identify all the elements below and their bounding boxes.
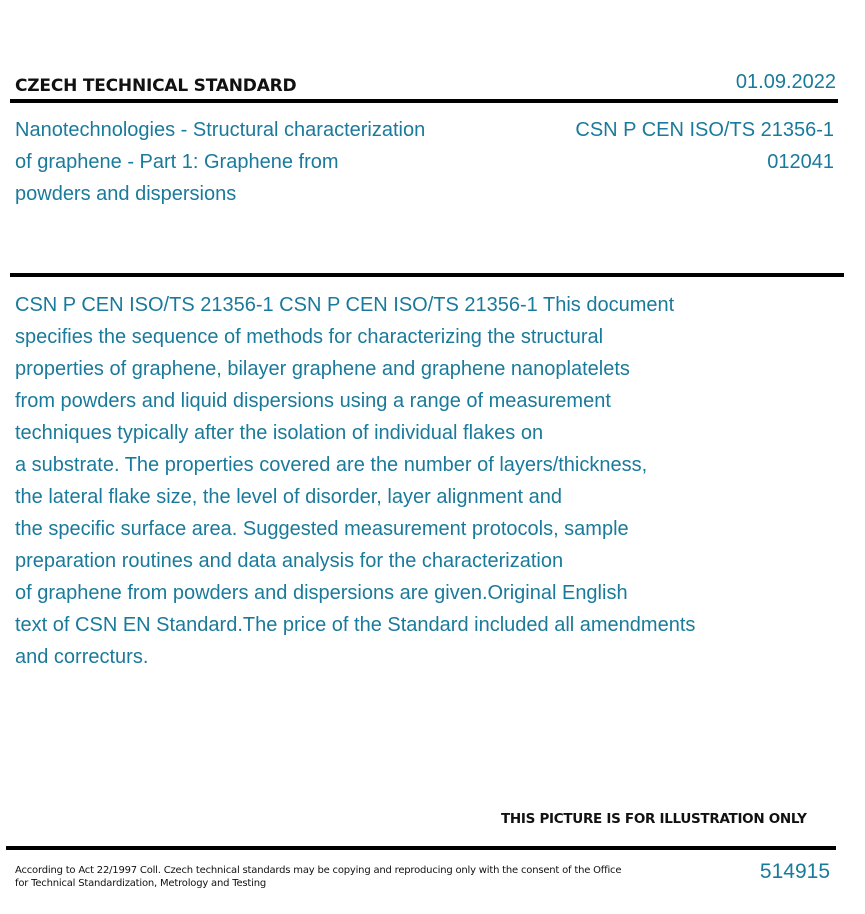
legal-notice <box>15 864 621 890</box>
abstract-line: the lateral flake size, the level of disorder, layer alignment and <box>15 486 562 508</box>
document-abstract <box>15 289 775 673</box>
document-code-block <box>575 114 834 178</box>
legal-notice-line: According to Act 22/1997 Coll. Czech technical standards may be copying and reproducing only with the consent of the Office <box>15 865 622 876</box>
abstract-line: a substrate. The properties covered are the number of layers/thickness, <box>15 454 648 476</box>
legal-notice-line: for Technical Standardization, Metrology and Testing <box>15 878 266 889</box>
document-title-line: Nanotechnologies - Structural characterization <box>15 119 426 141</box>
catalog-number: 514915 <box>759 860 830 883</box>
abstract-line: from powders and liquid dispersions using a range of measurement <box>15 390 611 412</box>
abstract-line: specifies the sequence of methods for characterizing the structural <box>15 326 604 348</box>
abstract-line: the specific surface area. Suggested measurement protocols, sample <box>15 518 629 540</box>
standard-type-heading: CZECH TECHNICAL STANDARD <box>15 76 297 96</box>
abstract-line: techniques typically after the isolation of individual flakes on <box>15 422 544 444</box>
publication-date: 01.09.2022 <box>735 71 836 93</box>
illustration-notice: THIS PICTURE IS FOR ILLUSTRATION ONLY <box>501 811 807 827</box>
document-title-line: of graphene - Part 1: Graphene from <box>15 151 339 173</box>
standard-code: CSN P CEN ISO/TS 21356-1 <box>575 119 834 141</box>
class-number: 012041 <box>767 151 834 173</box>
abstract-line: CSN P CEN ISO/TS 21356-1 CSN P CEN ISO/TS 21356-1 This document <box>15 294 675 316</box>
abstract-line: properties of graphene, bilayer graphene and graphene nanoplatelets <box>15 358 630 380</box>
abstract-line: preparation routines and data analysis for the characterization <box>15 550 564 572</box>
document-title-line: powders and dispersions <box>15 183 237 205</box>
abstract-line: text of CSN EN Standard.The price of the Standard included all amendments <box>15 614 696 636</box>
footer-divider <box>6 846 836 850</box>
abstract-line: of graphene from powders and dispersions are given.Original English <box>15 582 628 604</box>
title-divider <box>10 273 844 277</box>
header-divider <box>10 99 838 103</box>
abstract-line: and correcturs. <box>15 646 149 668</box>
document-title <box>15 114 485 210</box>
